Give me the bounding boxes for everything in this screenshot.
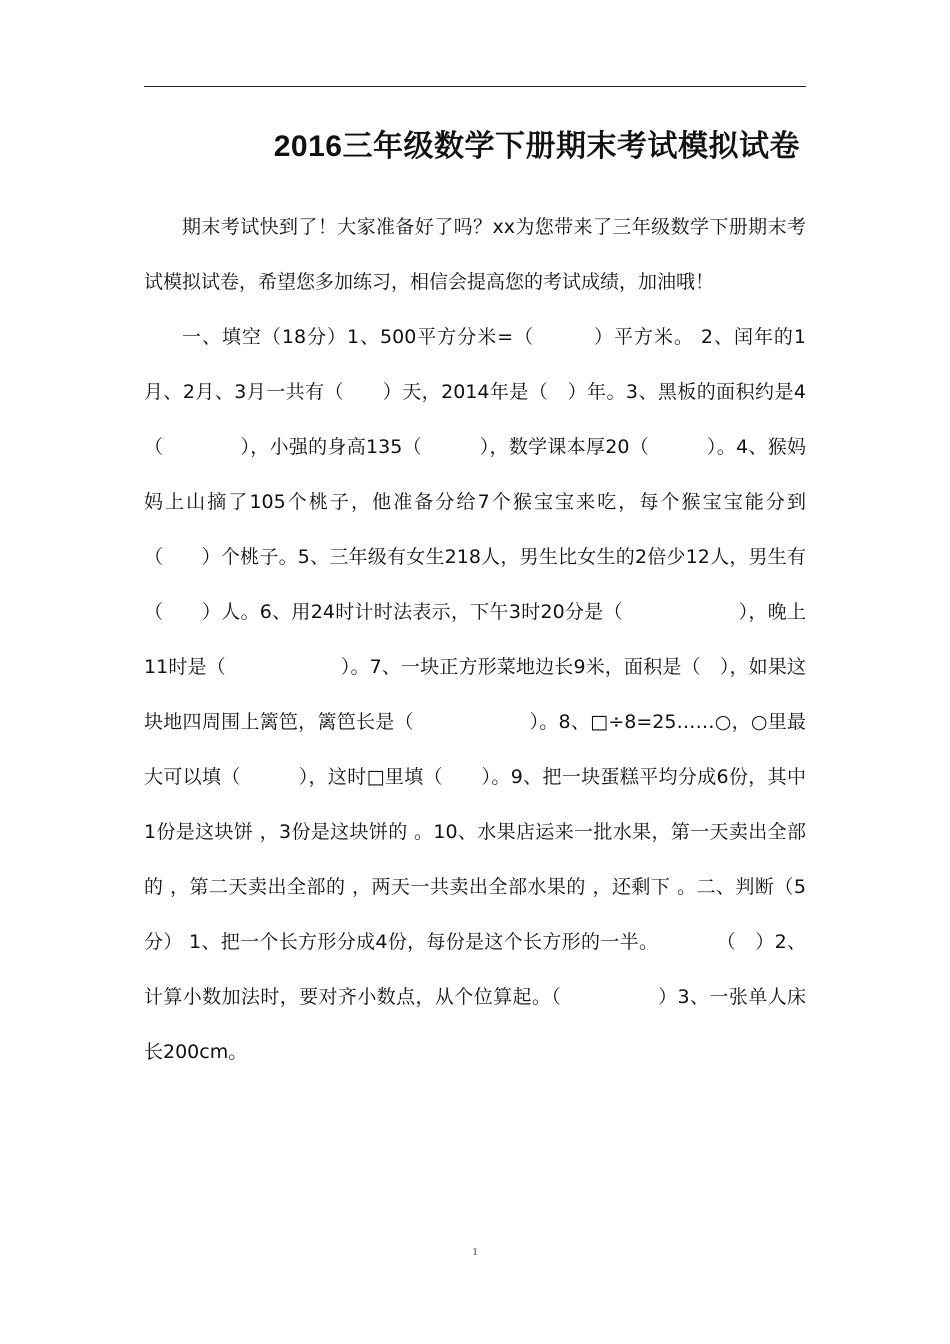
intro-paragraph: 期末考试快到了！大家准备好了吗？xx为您带来了三年级数学下册期末考试模拟试卷，希望您多加练习，相信会提高您的考试成绩，加油哦！ xyxy=(144,216,806,293)
questions-paragraph: 一、填空（18分）1、500平方分米=（ ）平方米。 2、闰年的1月、2月、3月一共有（ ）天，2014年是（ ）年。3、黑板的面积约是4（ ），小强的身高135（ ），数学课本厚20（ ）。4、猴妈妈上山摘了105个桃子，他准备分给7个猴宝宝来吃，每个猴宝宝能分到（ ）个桃子。5、三年级有女生218人，男生比女生的2倍少12人，男生有（ ）人。6、用24时计时法表示，下午3时20分是（ ），晚上11时是（ ）。7、一块正方形菜地边长9米，面积是（ ），如果这块地四周围上篱笆，篱笆长是（ ）。8、□÷8=25……○，○里最大可以填（ ），这时□里填（ ）。9、把一块蛋糕平均分成6份，其中1份是这块饼 ，3份是这块饼的 。10、水果店运来一批水果，第一天卖出全部的 ，第二天卖出全部的 ，两天一共卖出全部水果的 ，还剩下 。二、判断（5分） 1、把一个长方形分成4份，每份是这个长方形的一半。 （ ）2、计算小数加法时，要对齐小数点，从个位算起。（ ）3、一张单人床长200cm。 xyxy=(144,326,806,1063)
header-rule xyxy=(144,86,806,87)
document-title: 2016三年级数学下册期末考试模拟试卷 xyxy=(273,130,800,163)
page-number: 1 xyxy=(472,1246,478,1258)
document-body xyxy=(144,200,806,1080)
